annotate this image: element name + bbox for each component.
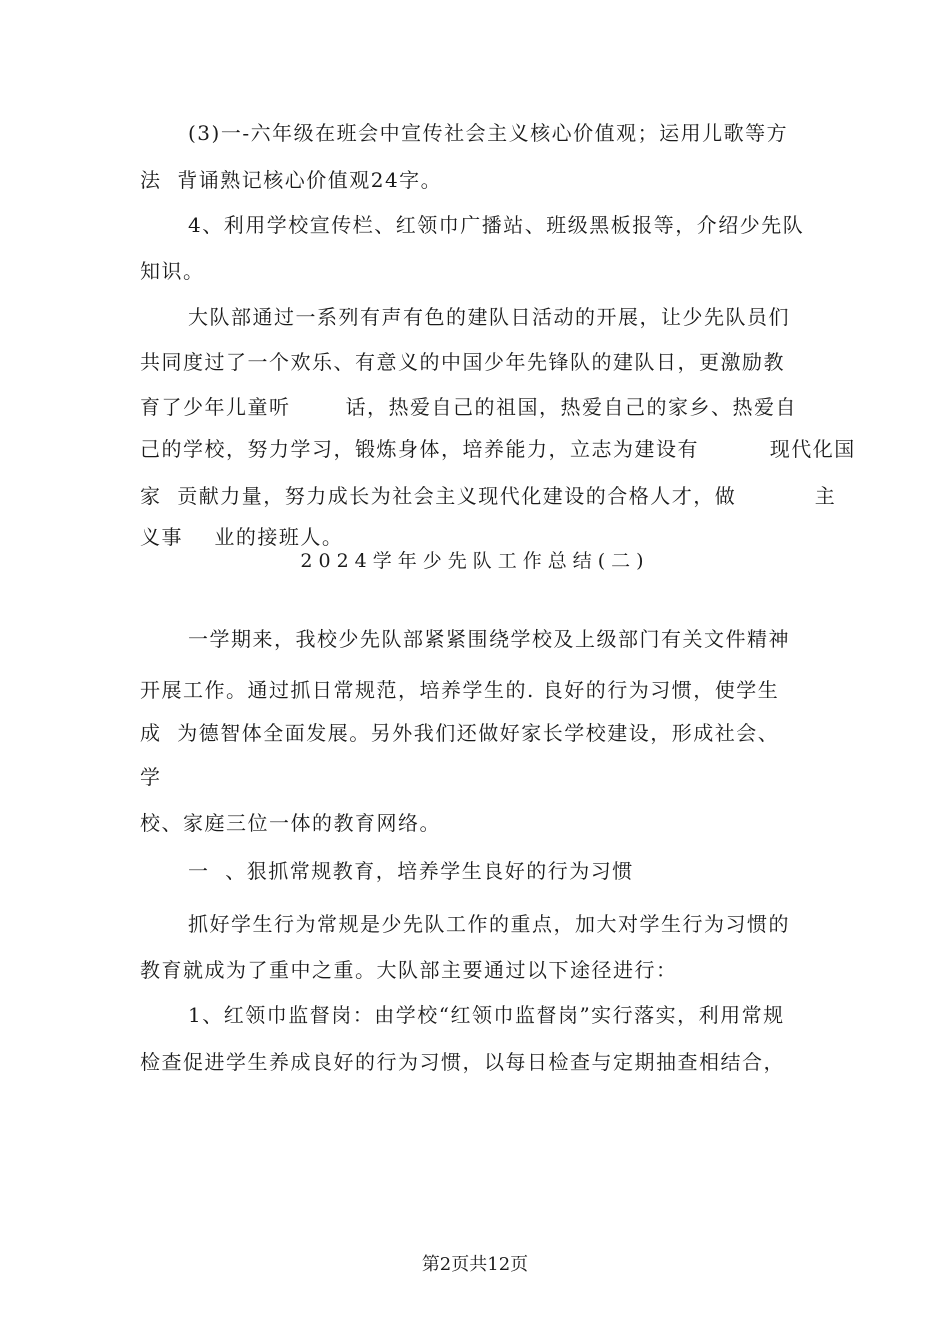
- paragraph-line: 一学期来，我校少先队部紧紧围绕学校及上级部门有关文件精神: [188, 627, 790, 651]
- paragraph-line: 校、家庭三位一体的教育网络。: [140, 811, 441, 835]
- section-heading: 一 、狠抓常规教育，培养学生良好的行为习惯: [188, 859, 634, 883]
- paragraph-line: 教育就成为了重中之重。大队部主要通过以下途径进行：: [140, 958, 678, 982]
- paragraph-line: 学: [140, 765, 162, 789]
- paragraph-line: 义事 业的接班人。: [140, 525, 344, 549]
- paragraph-line: 大队部通过一系列有声有色的建队日活动的开展，让少先队员们: [188, 305, 790, 329]
- paragraph-line: 家 贡献力量，努力成长为社会主义现代化建设的合格人才，做 主: [140, 484, 837, 508]
- paragraph-line: 育了少年儿童听 话，热爱自己的祖国，热爱自己的家乡、热爱自: [140, 395, 798, 419]
- paragraph-line: 检查促进学生养成良好的行为习惯，以每日检查与定期抽查相结合，: [140, 1050, 785, 1074]
- paragraph-line: 4、利用学校宣传栏、红领巾广播站、班级黑板报等，介绍少先队: [188, 213, 805, 237]
- paragraph-line: (3)一-六年级在班会中宣传社会主义核心价值观；运用儿歌等方: [188, 121, 789, 145]
- paragraph-line: 法 背诵熟记核心价值观24字。: [140, 168, 443, 192]
- section-title: 2024学年少先队工作总结(二): [300, 550, 650, 572]
- paragraph-line: 己的学校，努力学习，锻炼身体，培养能力，立志为建设有 现代化国: [140, 437, 856, 461]
- paragraph-line: 成 为德智体全面发展。另外我们还做好家长学校建设，形成社会、: [140, 721, 780, 745]
- paragraph-line: 开展工作。通过抓日常规范，培养学生的. 良好的行为习惯，使学生: [140, 678, 780, 702]
- paragraph-line: 共同度过了一个欢乐、有意义的中国少年先锋队的建队日，更激励教: [140, 350, 785, 374]
- paragraph-line: 抓好学生行为常规是少先队工作的重点，加大对学生行为习惯的: [188, 912, 790, 936]
- page-number: 第2页共12页: [421, 1254, 529, 1275]
- paragraph-line: 知识。: [140, 259, 205, 283]
- paragraph-line: 1、红领巾监督岗：由学校“红领巾监督岗”实行落实，利用常规: [188, 1003, 785, 1027]
